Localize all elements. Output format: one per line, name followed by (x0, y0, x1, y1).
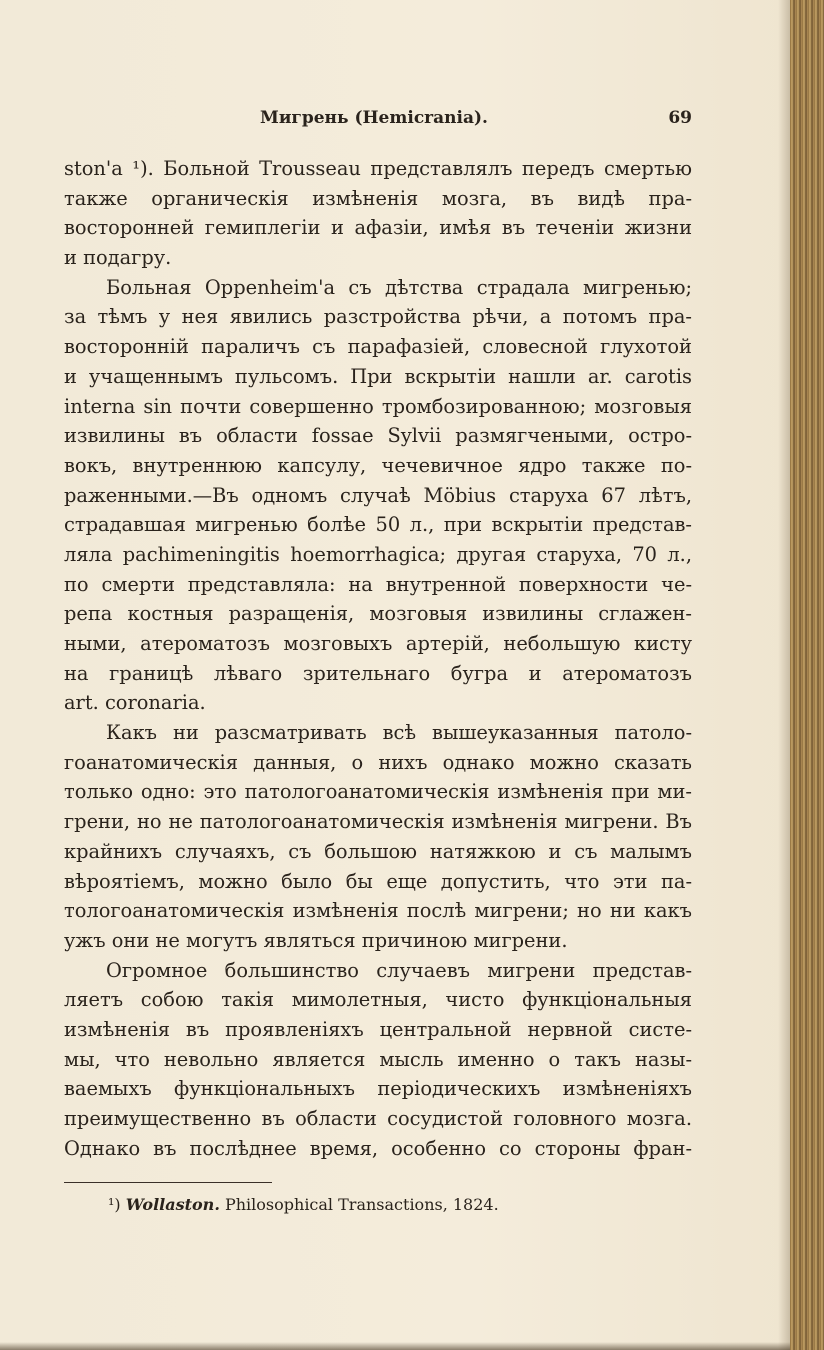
text-line: ужъ они не могутъ являться причиною мигрени. (64, 928, 568, 952)
text-line: вѣроятіемъ, можно было бы еще допустить, что эти па- (64, 869, 692, 893)
text-line: interna sin почти совершенно тромбозированною; мозговыя (64, 394, 692, 418)
text-line: на границѣ лѣваго зрительнаго бугра и атероматозъ (64, 661, 692, 685)
body-text (64, 154, 692, 1163)
text-line: Больная Oppenheim'a съ дѣтства страдала мигренью; (106, 275, 692, 299)
text-line: преимущественно въ области сосудистой головного мозга. (64, 1107, 692, 1130)
text-line: вокъ, внутреннюю капсулу, чечевичное ядро также по- (64, 453, 692, 477)
page-gutter-shadow (778, 0, 790, 1350)
book-edge (790, 0, 824, 1350)
text-line: репа костныя разращенія, мозговыя извилины сглажен- (64, 602, 692, 626)
text-line: также органическія измѣненія мозга, въ видѣ пра- (64, 186, 692, 210)
page-bottom-shadow (0, 1342, 790, 1350)
text-line: Огромное большинство случаевъ мигрени представ- (106, 958, 692, 982)
text-line: страдавшая мигренью болѣе 50 л., при вскрытіи представ- (64, 513, 692, 537)
footnote (108, 1194, 499, 1216)
text-line: за тѣмъ у нея явились разстройства рѣчи, а потомъ пра- (64, 305, 692, 329)
text-line: по смерти представляла: на внутренной поверхности че- (64, 572, 692, 596)
text-line: Однако въ послѣднее время, особенно со стороны фран- (64, 1136, 692, 1160)
text-line: Какъ ни разсматривать всѣ вышеуказанныя патоло- (106, 721, 692, 745)
text-line: грени, но не патологоанатомическія измѣненія мигрени. Въ (64, 810, 692, 834)
text-line: извилины въ области fossae Sylvii размягчеными, остро- (64, 424, 692, 448)
text-line: гоанатомическія данныя, о нихъ однако можно сказать (64, 750, 692, 774)
text-line: восторонней гемиплегіи и афазіи, имѣя въ теченіи жизни (64, 216, 692, 240)
text-line: ston'a ¹). Больной Trousseau представлялъ передъ смертью (64, 157, 692, 180)
page-number: 69 (668, 108, 692, 128)
text-line: восторонній параличъ съ парафазіей, словесной глухотой (64, 335, 692, 359)
text-line: ляетъ собою такія мимолетныя, чисто функціональныя (64, 988, 692, 1012)
text-line: и подагру. (64, 246, 172, 270)
running-title: Мигрень (Hemicrania). (260, 108, 488, 128)
footnote-text: Philosophical Transactions, 1824. (224, 1195, 499, 1214)
text-line: ляла pachimeningitis hoemorrhagica; другая старуха, 70 л., (64, 542, 692, 566)
text-line: крайнихъ случаяхъ, съ большою натяжкою и съ малымъ (64, 839, 692, 863)
footnote-author: Wollaston. (125, 1195, 220, 1214)
text-line: art. coronaria. (64, 691, 206, 715)
footnote-marker: ¹) (108, 1195, 121, 1214)
text-line: мы, что невольно является мысль именно о такъ назы- (64, 1047, 692, 1071)
text-line: тологоанатомическія измѣненія послѣ мигрени; но ни какъ (64, 899, 692, 923)
text-line: только одно: это патологоанатомическія измѣненія при ми- (64, 780, 692, 804)
text-line: раженными.—Въ одномъ случаѣ Möbius старуха 67 лѣтъ, (64, 483, 692, 507)
text-line: ваемыхъ функціональныхъ періодическихъ измѣненіяхъ (64, 1077, 692, 1101)
text-line: и учащеннымъ пульсомъ. При вскрытіи нашли ar. carotis (64, 364, 692, 388)
text-line: ными, атероматозъ мозговыхъ артерій, небольшую кисту (64, 632, 692, 655)
footnote-rule (64, 1182, 272, 1183)
running-header (64, 108, 692, 132)
text-line: измѣненія въ проявленіяхъ центральной нервной систе- (64, 1017, 692, 1041)
